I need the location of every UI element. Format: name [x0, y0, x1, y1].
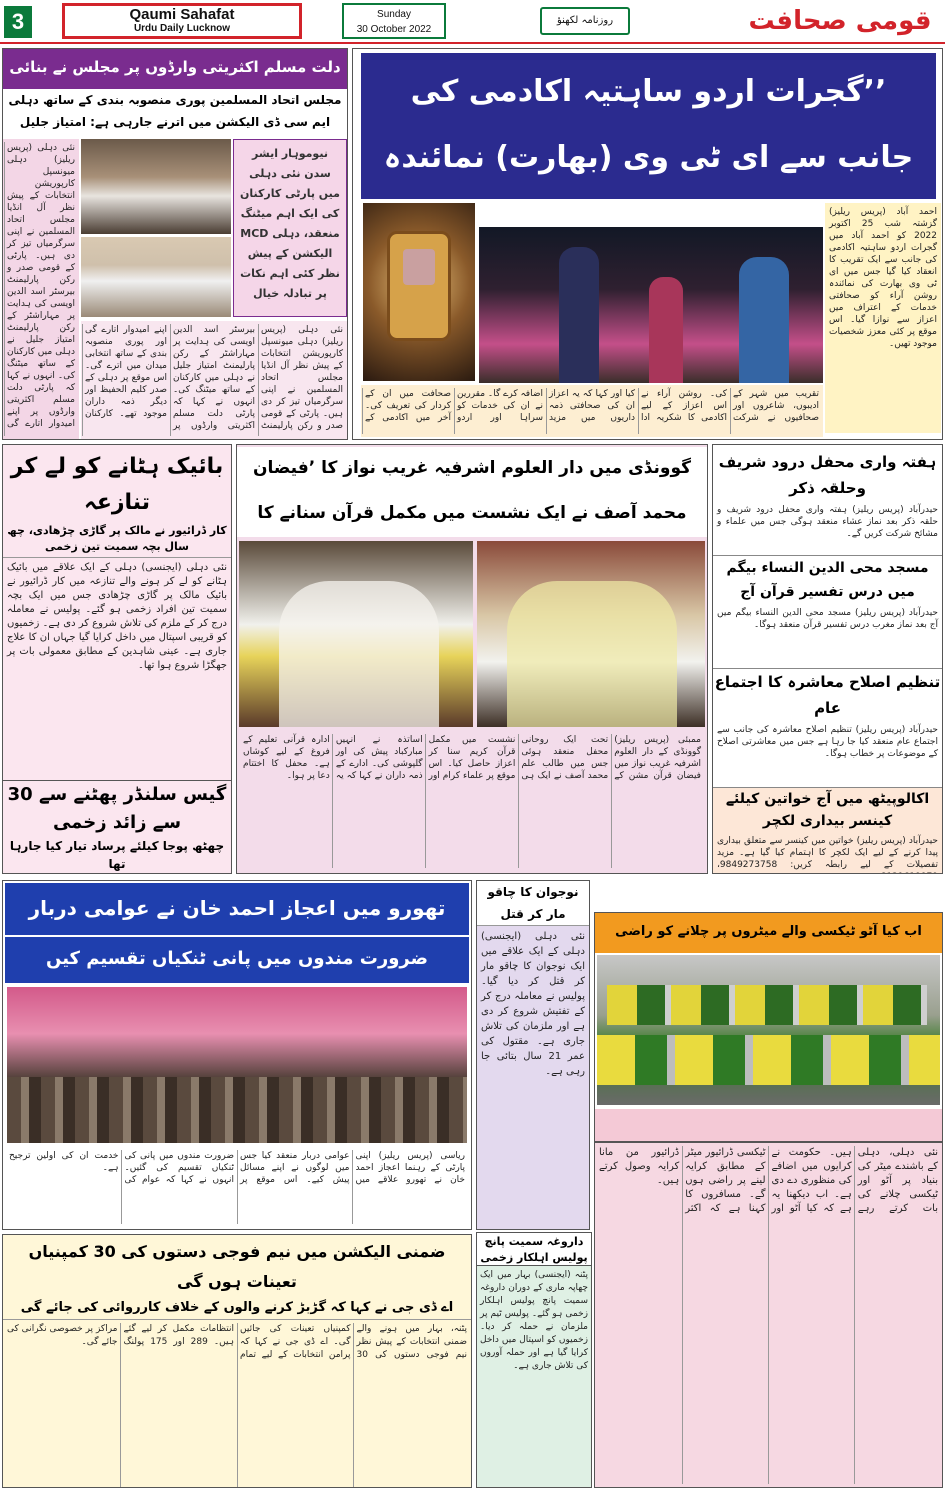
urdu-badge: روزنامہ لکھنؤ [540, 7, 630, 35]
page-number: 3 [4, 6, 32, 38]
quran-subhead: محمد آصف نے ایک نشست میں مکمل قرآن سنانے کا [237, 491, 707, 537]
bottom-right-article [594, 912, 943, 1142]
english-subtitle: Urdu Daily Lucknow [133, 23, 231, 34]
date-box [342, 3, 446, 39]
mid-right-column [712, 444, 943, 874]
bottom-left-article [2, 880, 472, 1230]
election-headline: ضمنی الیکشن میں نیم فوجی دستوں کی 30 کمپنیاں تعینات ہوں گی [28, 1242, 446, 1291]
darbar-body: ریاسی (پریس ریلیز) اپنی پارٹی کے رہنما اعجاز احمد خان نے تھورو علاقے میں عوامی دربار منعقد کیا جس میں لوگوں نے اپنے مسائل پیش کیے۔ اس موقع پر ضرورت مندوں میں پانی کی ٹنکیاں تقسیم کی گئیں۔ انہوں نے کہا کہ عوام کی خدمت ان کی اولین ترجیح ہے۔ [9, 1151, 465, 1185]
top-left-body: نئی دہلی (پریس ریلیز) دہلی میونسپل کارپوریشن انتخابات کے پیش نظر آل انڈیا مجلس اتحاد المسلمین نے اپنی سرگرمیاں تیز کر دی ہیں۔ پارٹی کے قومی صدر و رکن پارلیمنٹ بیرسٹر اسد الدین اویسی کی ہدایت پر مہاراشٹر کے رکن پارلیمنٹ امتیاز جلیل نے دہلی میں کارکنان کے ساتھ میٹنگ کی۔ انہوں نے کہا کہ پارٹی دلت مسلم اکثریتی وارڈوں پر اپنے امیدوار اتارے گی اور پوری منصوبہ بندی کے ساتھ انتخابی میدان میں اترے گی۔ اس موقع پر دہلی کے صدر کلیم الحفیظ اور دیگر ذمہ داران موجود تھے۔ کارکنان [81, 321, 347, 439]
quran-photo-right [477, 541, 705, 727]
stage-person-2 [649, 277, 683, 383]
gas-subhead: چھٹھ پوجا کیلئے پرساد تیار کیا جارہا تھا [9, 839, 225, 871]
award-stage-photo [479, 227, 823, 383]
islah-body: حیدرآباد (پریس ریلیز) تنظیم اصلاح معاشرہ کی جانب سے اجتماع عام منعقد کیا جا رہا ہے جس میں معاشرتی اصلاح کے موضوعات پر خطاب ہوگا۔ [717, 725, 938, 759]
cancer-headline: اکالوپیٹھ میں آج خواتین کیلئے کینسر بیداری لکچر [713, 787, 942, 832]
quran-body: ممبئی (پریس ریلیز) گوونڈی کے دار العلوم اشرفیہ غریب نواز میں فیضان قرآن مشن کے تحت ایک روحانی محفل منعقد ہوئی جس میں طالب علم محمد آصف نے ایک ہی نشست میں مکمل قرآن کریم سنا کر اعزاز حاصل کیا۔ اس موقع پر علماء کرام اور اساتذہ نے انہیں مبارکباد پیش کی اور گلپوشی کی۔ ادارے کے ذمہ داران نے کہا کہ یہ ادارہ قرآنی تعلیم کے فروغ کے لیے کوشاں ہے۔ محفل کا اختتام دعا پر ہوا۔ [243, 735, 701, 781]
murder-headline: نوجوان کا چاقو مار کر قتل [477, 881, 589, 926]
date-day: Sunday [377, 9, 411, 20]
english-title: Qaumi Sahafat [129, 6, 235, 23]
stage-person-3 [739, 257, 789, 383]
darbar-photo-crowd [7, 1077, 467, 1143]
bike-headline: بائیک ہٹانے کو لے کر تنازعہ [10, 454, 224, 515]
top-left-side-col: نئی دہلی (پریس ریلیز) دہلی میونسپل کارپوریشن انتخابات کے پیش نظر آل انڈیا مجلس اتحاد المسلمین نے اپنی سرگرمیاں تیز کر دی ہیں۔ پارٹی کے قومی صدر و رکن پارلیمنٹ بیرسٹر اسد الدین اویسی کی ہدایت پر مہاراشٹر کے رکن پارلیمنٹ امتیاز جلیل نے دہلی میں کارکنان کے ساتھ میٹنگ کی۔ انہوں نے کہا کہ پارٹی دلت مسلم اکثریتی وارڈوں پر اپنے امیدوار اتارے گی [3, 139, 79, 439]
islah-headline: تنظیم اصلاح معاشرہ کا اجتماع عام [713, 668, 942, 721]
stage-person-1 [559, 247, 599, 383]
tafseer-headline: مسجد محی الدین النساء بیگم میں درس تفسیر قرآن آج [713, 555, 942, 604]
quran-photo-right-group [507, 581, 677, 727]
trophy-frame [387, 231, 451, 341]
meeting-photo-crowd [81, 237, 231, 317]
award-trophy-photo [363, 203, 475, 381]
quran-headline: گوونڈی میں دار العلوم اشرفیہ غریب نواز کا ’فیضان [237, 447, 707, 491]
meeting-photo-top [81, 139, 231, 234]
english-title-box [62, 3, 302, 39]
gas-headline: گیس سلنڈر پھٹنے سے 30 سے زائد زخمی [3, 780, 231, 837]
quran-photo-left-group [279, 581, 439, 727]
date-full: 30 October 2022 [356, 24, 432, 35]
top-right-side-text: احمد آباد (پریس ریلیز) گزشتہ شب 25 اکتوبر 2022 کو احمد آباد میں گجرات اردو ساہتیہ اکادمی کی جانب سے ایک تقریب کا انعقاد کیا گیا جس میں ای ٹی وی بھارت کی نمائندہ روشن آراء کو صحافتی خدمات کے اعتراف میں اعزاز سے نوازا گیا۔ اس موقع پر کئی معزز شخصیات موجود تھیں۔ [825, 203, 941, 433]
urdu-title: قومی صحافت [748, 6, 932, 36]
top-left-article [2, 48, 348, 440]
bike-body: نئی دہلی (ایجنسی) دہلی کے ایک علاقے میں بائیک ہٹانے کو لے کر ہونے والے تنازعہ میں کار ڈرائیور نے بائیک مالک پر گاڑی چڑھادی جس میں ایک بچہ سمیت تین افراد زخمی ہو گئے۔ پولیس نے معاملہ درج کر کے ملزم کی تلاش شروع کر دی ہے۔ زخمیوں کو قریبی اسپتال میں داخل کرایا گیا جہاں ان کا علاج جاری ہے۔ عینی شاہدین کے مطابق معمولی بات پر جھگڑا شروع ہوا تھا۔ [7, 562, 227, 671]
cancer-body: حیدرآباد (پریس ریلیز) خواتین میں کینسر سے متعلق بیداری پیدا کرنے کے لیے ایک لکچر کا اہتمام کیا گیا ہے۔ مزید تفصیلات کے لیے رابطہ کریں: 9849273758، [713, 832, 942, 874]
top-left-subhead: مجلس اتحاد المسلمین پوری منصوبہ بندی کے ساتھ دہلی ایم سی ڈی الیکشن میں اترنے جارہی ہے: امتیاز جلیل [8, 93, 342, 129]
durood-headline: ہفتہ واری محفل درود شریف وحلقہ ذکر [718, 453, 937, 497]
top-left-box-text: نیوموہار ایشر سدن نئی دہلی میں پارٹی کارکنان کی ایک اہم میٹنگ منعقد، دہلی MCD الیکشن کے پیش نظر کئی اہم نکات پر تبادلہ خیال [240, 147, 340, 300]
darbar-subhead: ضرورت مندوں میں پانی ٹنکیاں تقسیم کیں [5, 937, 469, 983]
police-body: پٹنہ (ایجنسی) بہار میں ایک چھاپہ ماری کے دوران داروغہ سمیت پانچ پولیس اہلکار زخمی ہو گئے۔ پولیس ٹیم پر ملزمان نے حملہ کر دیا۔ زخمیوں کو اسپتال میں داخل کرایا گیا ہے اور حملہ آوروں کی تلاش جاری ہے۔ [480, 1270, 588, 1371]
mid-left-column [2, 444, 232, 874]
auto-row-2 [597, 1035, 940, 1085]
quran-photo-left [239, 541, 473, 727]
bottom-mid-article [476, 880, 590, 1230]
election-body: پٹنہ، بہار میں ہونے والے ضمنی انتخابات کے پیش نظر نیم فوجی دستوں کی 30 کمپنیاں تعینات کی جائیں گی۔ اے ڈی جی نے کہا کہ پرامن انتخابات کے لیے تمام انتظامات مکمل کر لیے گئے ہیں۔ 289 اور 175 پولنگ مراکز پر خصوصی نگرانی کی جائے گی۔ [7, 1324, 467, 1360]
darbar-headline: تھورو میں اعجاز احمد خان نے عوامی دربار [5, 883, 469, 935]
auto-rickshaw-photo [597, 955, 940, 1105]
durood-body: حیدرآباد (پریس ریلیز) ہفتہ واری محفل درود شریف و حلقہ ذکر بعد نماز عشاء منعقد ہوگی جس میں علماء و مشائخ شرکت کریں گے۔ [717, 505, 938, 539]
tafseer-body: حیدرآباد (پریس ریلیز) مسجد محی الدین النساء بیگم میں آج بعد نماز مغرب درس تفسیر قرآن منعقد ہوگا۔ [717, 608, 938, 630]
auto-headline: اب کیا آٹو ٹیکسی والے میٹروں پر چلانے کو راضی [595, 913, 942, 953]
bike-subhead: کار ڈرائیور نے مالک پر گاڑی چڑھادی، چھ سال بچہ سمیت تین زخمی [3, 521, 231, 558]
auto-lower-strip [595, 1109, 942, 1141]
darbar-photo [7, 987, 467, 1143]
top-left-box [233, 139, 347, 317]
top-right-headline: ’’گجرات اردو ساہتیہ اکادمی کی جانب سے ای ٹی وی (بھارت) نمائندہ [361, 53, 936, 199]
masthead [0, 0, 945, 44]
top-right-article [352, 48, 943, 440]
top-left-headline: دلت مسلم اکثریتی وارڈوں پر مجلس نے بنائی [3, 49, 347, 89]
auto-body: نئی دہلی، دہلی کے باشندے میٹر کی بنیاد پر آٹو اور ٹیکسی چلانے کی بات کرتے رہے ہیں۔ حکومت نے کرایوں میں اضافے کی منظوری دے دی ہے۔ اب دیکھنا یہ ہے کہ کیا آٹو اور ٹیکسی ڈرائیور میٹر کے مطابق کرایہ لینے پر راضی ہوں گے۔ مسافروں کا کہنا ہے کہ اکثر ڈرائیور من مانا کرایہ وصول کرتے ہیں۔ [594, 1142, 943, 1488]
gas-body [3, 873, 231, 874]
trophy-portrait [403, 249, 435, 285]
mid-center-article [236, 444, 708, 874]
top-right-body: تقریب میں شہر کے ادیبوں، شاعروں اور صحافیوں نے شرکت کی۔ روشن آراء نے اس اعزاز کے لیے اکادمی کا شکریہ ادا کیا اور کہا کہ یہ اعزاز ان کی صحافتی ذمہ داریوں میں مزید اضافہ کرے گا۔ مقررین نے ان کی خدمات کو سراہا اور اردو صحافت میں ان کے کردار کی تعریف کی۔ آخر میں اکادمی کے [361, 385, 823, 437]
election-subhead: اے ڈی جی نے کہا کہ گڑبڑ کرنے والوں کے خلاف کارروائی کی جائے گی [3, 1297, 471, 1320]
election-article [2, 1234, 472, 1488]
auto-row-1 [607, 985, 927, 1025]
murder-body: نئی دہلی (ایجنسی) دہلی کے ایک علاقے میں ایک نوجوان کا چاقو مار کر قتل کر دیا گیا۔ پولیس نے معاملہ درج کر کے تفتیش شروع کر دی ہے اور ملزمان کی تلاش جاری ہے۔ مقتول کی عمر 21 سال بتائی جا رہی ہے۔ [481, 931, 585, 1077]
police-headline: داروغہ سمیت پانچ پولیس اہلکار زخمی [476, 1232, 592, 1266]
